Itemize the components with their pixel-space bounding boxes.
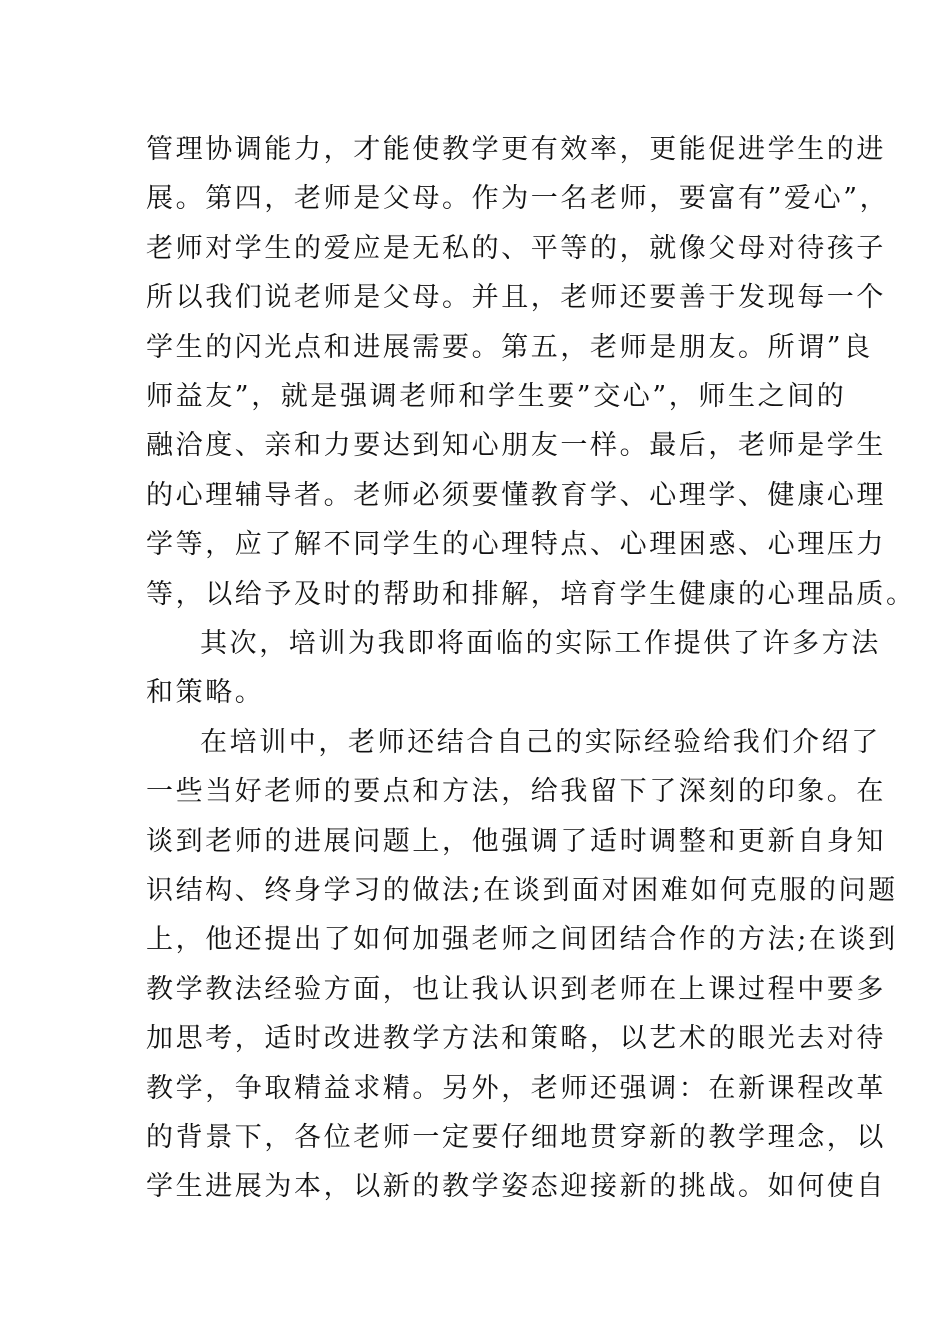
text-line: 管理协调能力，才能使教学更有效率，更能促进学生的进 (146, 134, 886, 165)
text-line: 学生的闪光点和进展需要。第五，老师是朋友。所谓”良 (146, 331, 873, 363)
text-line: 学生进展为本，以新的教学姿态迎接新的挑战。如何使自 (146, 1171, 886, 1203)
text-line: 上，他还提出了如何加强老师之间团结合作的方法;在谈到 (146, 924, 898, 956)
text-line: 展。第四，老师是父母。作为一名老师，要富有”爱心”， (146, 183, 890, 215)
text-line: 学等，应了解不同学生的心理特点、心理困惑、心理压力 (146, 529, 886, 561)
text-line: 师益友”，就是强调老师和学生要”交心”，师生之间的 (146, 381, 847, 412)
text-line: 教学，争取精益求精。另外，老师还强调：在新课程改革 (146, 1072, 886, 1104)
paragraph-first-line: 其次，培训为我即将面临的实际工作提供了许多方法 (200, 628, 881, 659)
text-line: 识结构、终身学习的做法;在谈到面对困难如何克服的问题 (146, 875, 898, 906)
text-line: 加思考，适时改进教学方法和策略，以艺术的眼光去对待 (146, 1023, 886, 1055)
paragraph-first-line: 在培训中，老师还结合自己的实际经验给我们介绍了 (200, 726, 881, 758)
text-line: 融洽度、亲和力要达到知心朋友一样。最后，老师是学生 (146, 430, 886, 462)
text-line: 等，以给予及时的帮助和排解，培育学生健康的心理品质。 (146, 578, 916, 610)
text-line: 的背景下，各位老师一定要仔细地贯穿新的教学理念，以 (146, 1122, 886, 1153)
text-line: 谈到老师的进展问题上，他强调了适时调整和更新自身知 (146, 825, 886, 857)
text-line: 教学教法经验方面，也让我认识到老师在上课过程中要多 (146, 973, 886, 1005)
text-line: 一些当好老师的要点和方法，给我留下了深刻的印象。在 (146, 776, 886, 808)
text-line: 和策略。 (146, 677, 265, 709)
text-line: 老师对学生的爱应是无私的、平等的，就像父母对待孩子 (146, 232, 886, 264)
text-line: 的心理辅导者。老师必须要懂教育学、心理学、健康心理 (146, 479, 886, 511)
text-line: 所以我们说老师是父母。并且，老师还要善于发现每一个 (146, 282, 886, 314)
